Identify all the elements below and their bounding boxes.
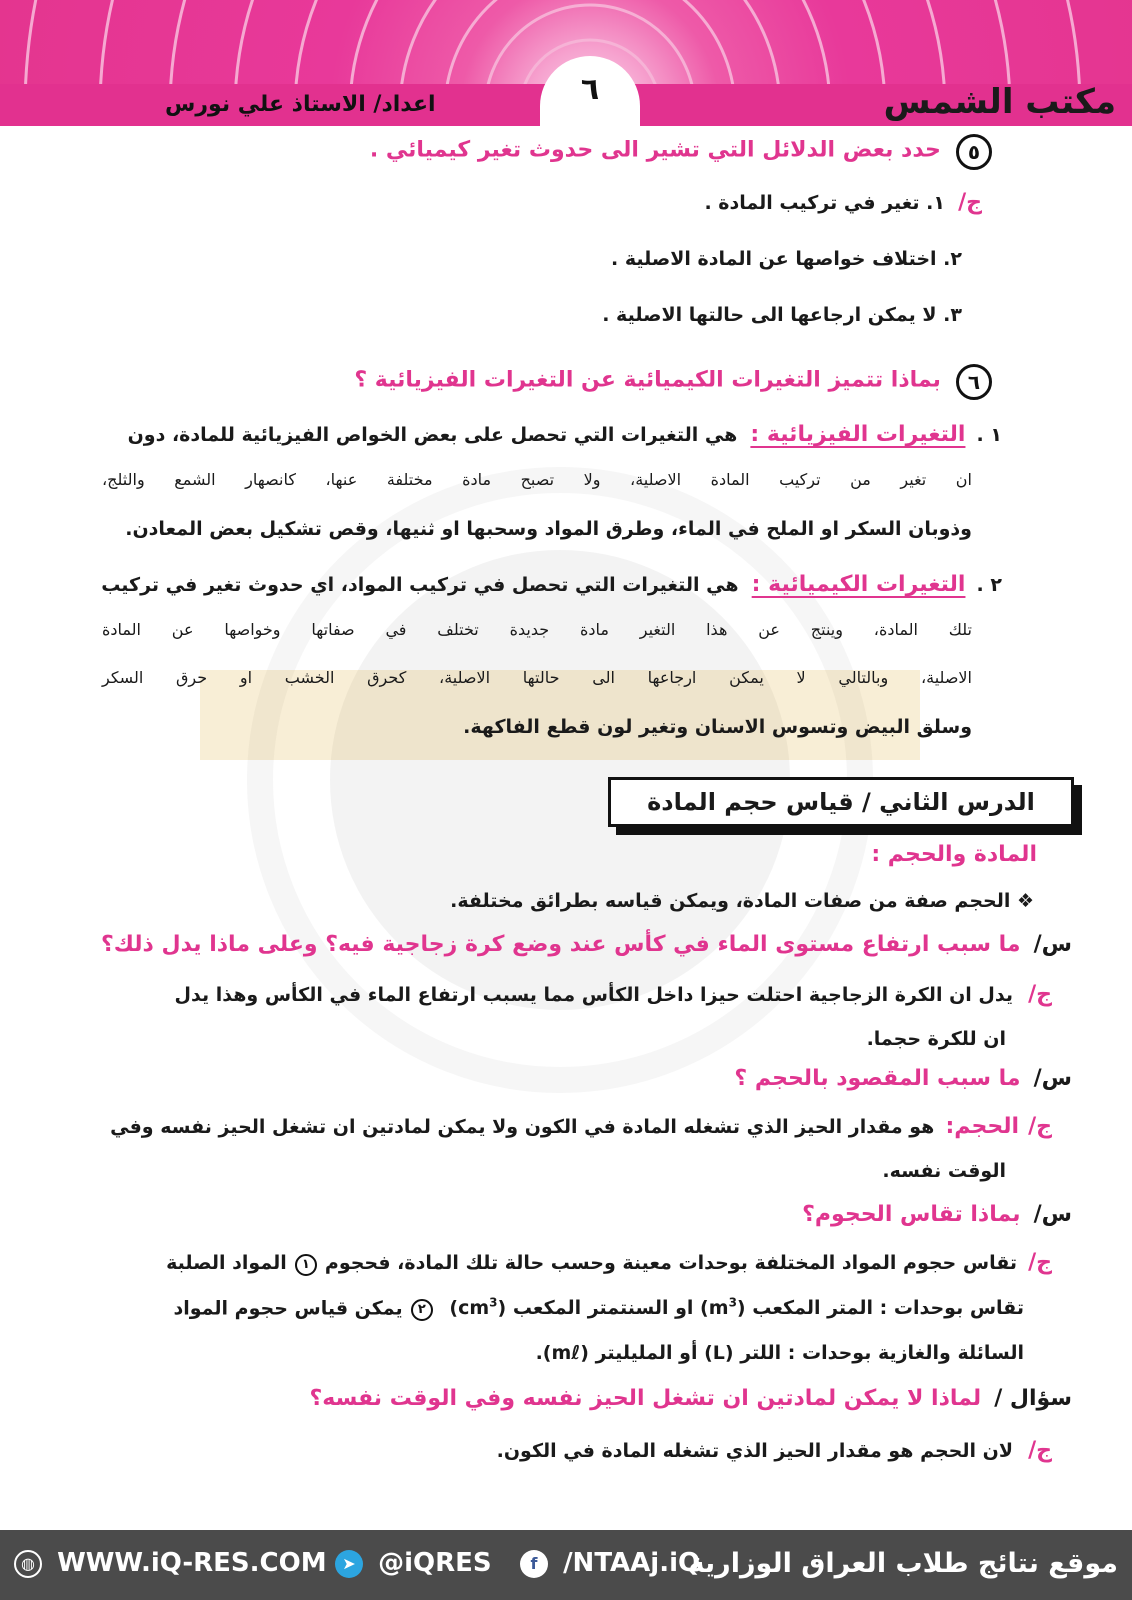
qa3-answer-text-2d: يمكن قياس حجوم المواد <box>173 1297 403 1320</box>
answer-5-item-2 <box>611 248 962 270</box>
qa3-sup-2: 3 <box>489 1296 498 1310</box>
chemical-change-term: التغيرات الكيميائية : <box>751 572 966 597</box>
qa4-question-text: لماذا لا يمكن لمادتين ان تشغل الحيز نفسه وفي الوقت نفسه؟ <box>309 1386 982 1411</box>
qa2-answer-prefix: ج/ <box>1028 1114 1052 1139</box>
qa3-answer-line-2-wrap <box>443 1297 1024 1319</box>
qa3-question-text: بماذا تقاس الحجوم؟ <box>802 1202 1021 1227</box>
answer-5-item-3-text: ٣. لا يمكن ارجاعها الى حالتها الاصلية . <box>602 304 962 326</box>
footer-site-name: موقع نتائج طلاب العراق الوزارية <box>688 1548 1118 1579</box>
qa2-answer-text-1: هو مقدار الحيز الذي تشغله المادة في الكون ولا يمكن لمادتين ان تشغل الحيز نفسه وفي <box>110 1116 935 1138</box>
lesson-bullet <box>450 890 1034 912</box>
lesson-bullet-text: ❖ الحجم صفة من صفات المادة، ويمكن قياسه بطرائق مختلفة. <box>450 890 1034 912</box>
qa3-question <box>802 1202 1072 1227</box>
chemical-change-line-2: تلك المادة، وينتج عن هذا التغير مادة جديدة تختلف في صفاتها وخواصها عن المادة <box>102 620 972 639</box>
page-footer <box>0 1530 1132 1600</box>
physical-change-line-3 <box>125 518 972 540</box>
qa1-question-prefix: س/ <box>1033 932 1072 957</box>
qa2-answer-line-1 <box>110 1114 1052 1139</box>
qa2-question <box>734 1066 1072 1091</box>
footer-telegram[interactable] <box>335 1548 492 1578</box>
qa3-marker-2: ٢ <box>411 1299 433 1321</box>
lesson-subheading <box>871 842 1037 867</box>
qa3-marker-1: ١ <box>295 1254 317 1276</box>
page-number: ٦ <box>540 56 640 126</box>
physical-change-text-3: وذوبان السكر او الملح في الماء، وطرق المواد وسحبها او ثنيها، وقص تشكيل بعض المعادن. <box>125 518 972 540</box>
qa3-answer-text-2a: تقاس بوحدات : المتر المكعب (m <box>708 1297 1024 1320</box>
qa4-answer-prefix: ج/ <box>1028 1438 1052 1463</box>
qa3-question-prefix: س/ <box>1033 1202 1072 1227</box>
qa2-question-text: ما سبب المقصود بالحجم ؟ <box>734 1066 1021 1091</box>
footer-website-text: WWW.iQ-RES.COM <box>57 1548 327 1578</box>
qa1-answer-line-1 <box>175 982 1052 1007</box>
physical-change-text-1: هي التغيرات التي تحصل على بعض الخواص الفيزيائية للمادة، دون <box>127 424 738 446</box>
qa4-answer-text: لان الحجم هو مقدار الحيز الذي تشغله المادة في الكون. <box>496 1440 1014 1462</box>
qa3-answer-line-1 <box>166 1250 1052 1276</box>
answer-5-item-2-text: ٢. اختلاف خواصها عن المادة الاصلية . <box>611 248 962 270</box>
chemical-change-line-4 <box>463 716 972 738</box>
qa1-question-text: ما سبب ارتفاع مستوى الماء في كأس عند وضع كرة زجاجية فيه؟ وعلى ماذا يدل ذلك؟ <box>101 932 1021 957</box>
author-credit: اعداد/ الاستاذ علي نورس <box>165 92 436 117</box>
physical-change-term: التغيرات الفيزيائية : <box>750 422 966 447</box>
brand-title: مكتب الشمس <box>883 82 1116 122</box>
lesson-subheading-text: المادة والحجم : <box>871 842 1037 867</box>
answer-5-prefix: ج/ <box>958 190 982 215</box>
chemical-change-line-3: الاصلية، وبالتالي لا يمكن ارجاعها الى حالتها الاصلية، كحرق الخشب او حرق السكر <box>102 668 972 687</box>
page-content <box>0 126 1132 1526</box>
qa1-answer-text-2: ان للكرة حجما. <box>866 1028 1006 1050</box>
qa1-answer-text-1: يدل ان الكرة الزجاجية احتلت حيزا داخل الكأس مما يسبب ارتفاع الماء في الكأس وهذا يدل <box>174 984 1014 1006</box>
qa3-sup-1: 3 <box>728 1296 737 1310</box>
qa4-answer <box>497 1438 1052 1463</box>
physical-index: ١ . <box>976 424 1002 446</box>
physical-change-line-2: ان تغير من تركيب المادة الاصلية، ولا تصبح مادة مختلفة عنها، كانصهار الشمع والثلج، <box>102 470 972 489</box>
qa2-answer-line-2 <box>882 1160 1006 1182</box>
qa2-volume-term: الحجم: <box>945 1114 1020 1139</box>
chemical-change-text-1: هي التغيرات التي تحصل في تركيب المواد، اي حدوث تغير في تركيب <box>101 574 739 596</box>
footer-telegram-text: @iQRES <box>378 1548 492 1578</box>
footer-facebook-text: /NTAAj.iQ <box>563 1548 701 1578</box>
qa3-answer-line-2 <box>173 1296 1024 1321</box>
qa3-answer-text-1b: المواد الصلبة <box>166 1252 287 1274</box>
telegram-icon: ➤ <box>335 1550 363 1578</box>
question-5 <box>370 134 992 170</box>
question-number-5: ٥ <box>956 134 992 170</box>
qa3-answer-line-3 <box>536 1342 1024 1364</box>
answer-5-item-1 <box>704 190 982 215</box>
footer-facebook[interactable] <box>520 1548 700 1578</box>
qa2-answer-text-2: الوقت نفسه. <box>882 1160 1006 1182</box>
qa1-answer-prefix: ج/ <box>1028 982 1052 1007</box>
qa3-answer-prefix: ج/ <box>1028 1250 1052 1275</box>
answer-5-item-1-text: ١. تغير في تركيب المادة . <box>704 192 946 214</box>
qa3-answer-text-3: السائلة والغازية بوحدات : اللتر (L) أو المليليتر (mℓ). <box>535 1342 1024 1364</box>
answer-5-item-3 <box>602 304 962 326</box>
qa1-answer-line-2 <box>867 1028 1006 1050</box>
question-number-6: ٦ <box>956 364 992 400</box>
qa4-question <box>309 1386 1072 1411</box>
question-5-text: حدد بعض الدلائل التي تشير الى حدوث تغير كيميائي . <box>369 137 941 163</box>
globe-icon: ◍ <box>14 1550 42 1578</box>
question-6 <box>354 364 992 400</box>
qa4-question-prefix: سؤال / <box>994 1386 1072 1411</box>
chemical-index: ٢ . <box>976 574 1002 596</box>
question-6-text: بماذا تتميز التغيرات الكيميائية عن التغيرات الفيزيائية ؟ <box>354 367 941 393</box>
lesson-title-box: الدرس الثاني / قياس حجم المادة <box>608 777 1074 827</box>
footer-website[interactable] <box>14 1548 327 1578</box>
chemical-change-line-1 <box>101 572 1002 597</box>
qa3-answer-text-2c: ) <box>449 1297 459 1320</box>
physical-change-line-1 <box>128 422 1002 447</box>
chemical-change-text-4: وسلق البيض وتسوس الاسنان وتغير لون قطع الفاكهة. <box>463 716 972 738</box>
qa3-answer-text-2b: ) او السنتمتر المكعب (cm <box>458 1297 709 1320</box>
qa1-question <box>101 932 1072 957</box>
qa3-answer-text-1a: تقاس حجوم المواد المختلفة بوحدات معينة وحسب حالة تلك المادة، فحجوم <box>324 1252 1018 1274</box>
qa2-question-prefix: س/ <box>1033 1066 1072 1091</box>
facebook-icon: f <box>520 1550 548 1578</box>
page-header <box>0 0 1132 126</box>
